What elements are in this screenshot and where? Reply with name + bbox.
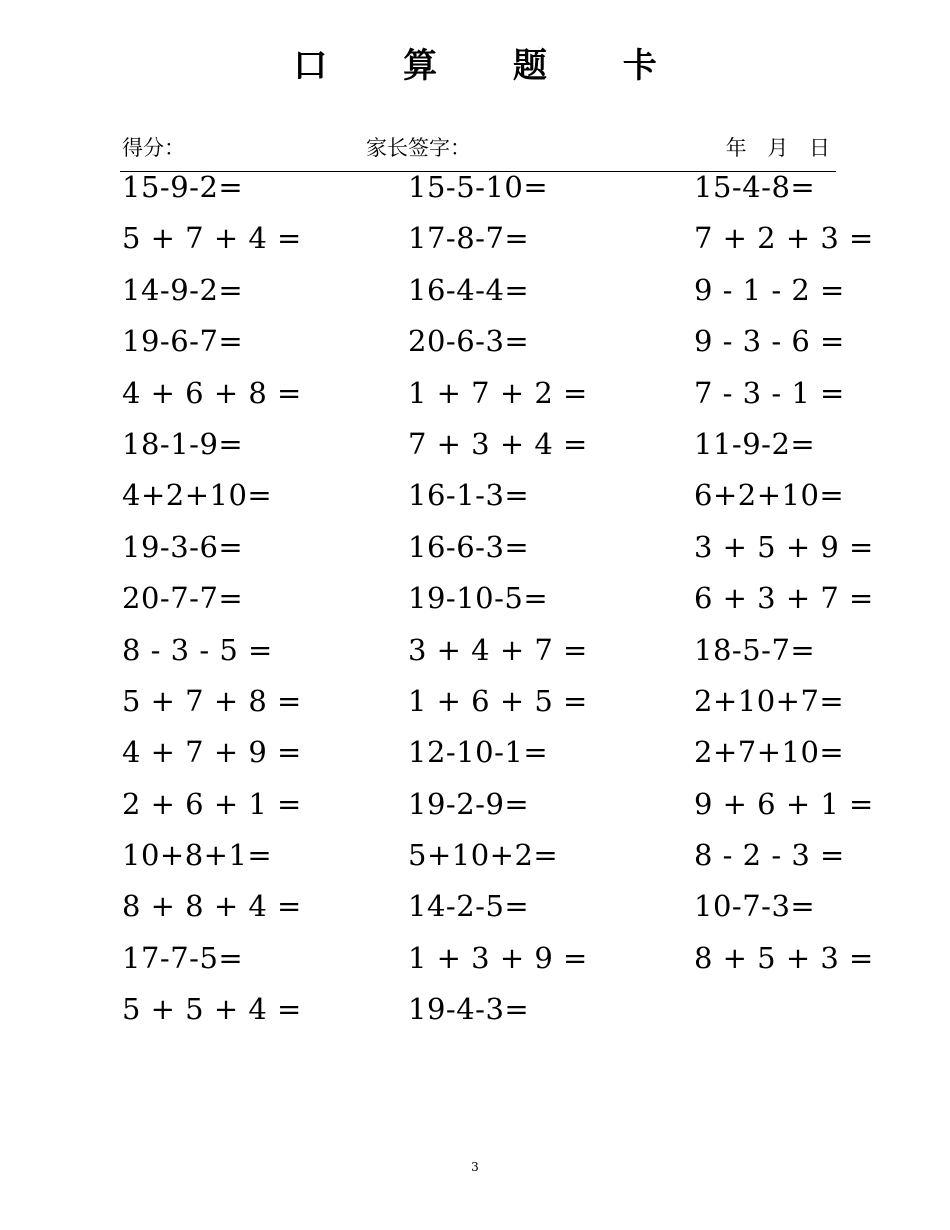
problem-item: 3 + 4 + 7 = xyxy=(408,632,588,667)
problem-item: 8 + 5 + 3 = xyxy=(694,940,874,975)
problems-grid xyxy=(122,164,874,1038)
problem-item: 5+10+2= xyxy=(408,838,559,873)
problem-item: 15-4-8= xyxy=(694,170,816,204)
problem-item: 9 - 3 - 6 = xyxy=(694,324,845,359)
problem-item: 8 - 3 - 5 = xyxy=(122,632,273,667)
score-label: 得分： xyxy=(122,136,185,160)
problem-item: 17-7-5= xyxy=(122,940,244,975)
problem-item xyxy=(694,986,838,1037)
problem-item: 10+8+1= xyxy=(122,838,273,873)
problem-item: 4 + 6 + 8 = xyxy=(122,375,302,410)
problem-item: 2 + 6 + 1 = xyxy=(122,786,302,821)
problem-item: 1 + 6 + 5 = xyxy=(408,683,588,718)
problem-item: 2+10+7= xyxy=(694,683,845,718)
problem-item: 19-10-5= xyxy=(408,581,549,616)
problem-item: 16-6-3= xyxy=(408,529,530,564)
problem-item: 5 + 7 + 8 = xyxy=(122,683,302,718)
header-row xyxy=(122,128,834,168)
problem-item: 7 + 2 + 3 = xyxy=(694,221,874,256)
parent-signature-label: 家长签字： xyxy=(366,136,471,160)
problem-item: 19-6-7= xyxy=(122,324,244,359)
problem-item: 19-3-6= xyxy=(122,529,244,564)
problem-item: 8 + 8 + 4 = xyxy=(122,889,302,924)
problem-item: 19-4-3= xyxy=(408,992,530,1027)
problem-item: 2+7+10= xyxy=(694,735,845,770)
problem-item: 12-10-1= xyxy=(408,735,549,770)
problem-item: 17-8-7= xyxy=(408,221,530,256)
problem-item: 1 + 3 + 9 = xyxy=(408,940,588,975)
problem-item: 15-9-2= xyxy=(122,170,244,204)
problem-item: 19-2-9= xyxy=(408,786,530,821)
problem-item: 20-7-7= xyxy=(122,581,244,616)
problem-item: 16-1-3= xyxy=(408,478,530,513)
problem-item: 20-6-3= xyxy=(408,324,530,359)
problem-item: 6+2+10= xyxy=(694,478,845,513)
problem-item: 5 + 5 + 4 = xyxy=(122,992,302,1027)
problem-item: 6 + 3 + 7 = xyxy=(694,581,874,616)
page-number: 3 xyxy=(471,1160,479,1174)
problem-item: 14-2-5= xyxy=(408,889,530,924)
problem-item: 10-7-3= xyxy=(694,889,816,924)
problem-item: 5 + 7 + 4 = xyxy=(122,221,302,256)
problem-item: 14-9-2= xyxy=(122,272,244,307)
problem-item: 18-1-9= xyxy=(122,426,244,461)
problem-item: 7 + 3 + 4 = xyxy=(408,426,588,461)
problem-item: 9 + 6 + 1 = xyxy=(694,786,874,821)
problem-item: 7 - 3 - 1 = xyxy=(694,375,845,410)
date-label: 年 月 日 xyxy=(725,136,830,160)
problem-item: 9 - 1 - 2 = xyxy=(694,272,845,307)
problem-item: 11-9-2= xyxy=(694,426,816,461)
problem-item: 16-4-4= xyxy=(408,272,530,307)
problem-item: 8 - 2 - 3 = xyxy=(694,838,845,873)
problem-item: 18-5-7= xyxy=(694,632,816,667)
page-title: 口 算 题 卡 xyxy=(293,46,689,86)
problem-item: 3 + 5 + 9 = xyxy=(694,529,874,564)
problem-item: 4+2+10= xyxy=(122,478,273,513)
problem-item: 1 + 7 + 2 = xyxy=(408,375,588,410)
problem-item: 15-5-10= xyxy=(408,170,549,204)
problem-item: 4 + 7 + 9 = xyxy=(122,735,302,770)
